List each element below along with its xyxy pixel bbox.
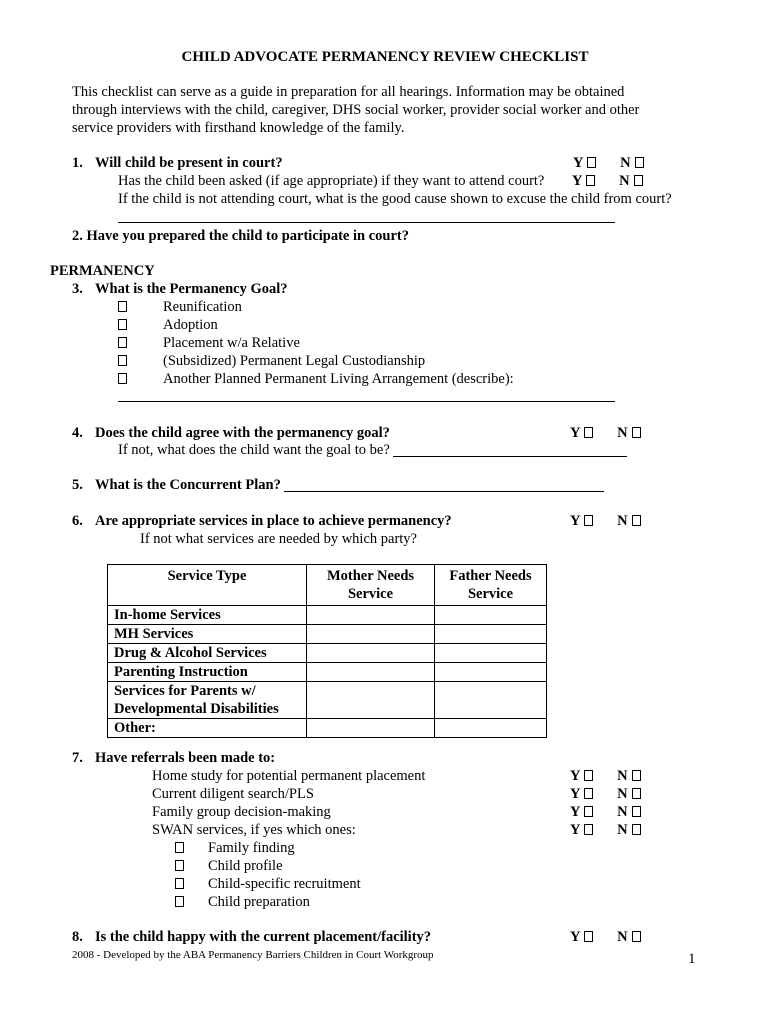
swan-option-child-preparation: Child preparation (208, 894, 310, 910)
father-cell[interactable] (435, 719, 547, 738)
q7-item2-no-label: N (617, 786, 628, 802)
mother-cell[interactable] (307, 663, 435, 682)
q4-no-label: N (617, 425, 628, 441)
q8-no-checkbox[interactable] (632, 931, 641, 942)
father-cell[interactable] (435, 625, 547, 644)
q7-item-family-group: Family group decision-making (152, 804, 331, 820)
goal-option-custodianship: (Subsidized) Permanent Legal Custodianship (163, 353, 426, 369)
goal-checkbox-custodianship[interactable] (118, 355, 127, 366)
q1-sub1-yes-checkbox[interactable] (586, 175, 595, 186)
section-permanency: PERMANENCY (50, 263, 155, 279)
father-cell[interactable] (435, 644, 547, 663)
goal-option-relative: Placement w/a Relative (163, 335, 300, 351)
q8-no-label: N (617, 929, 628, 945)
q1-sub1-yn (572, 172, 643, 190)
q6-sub: If not what services are needed by which party? (140, 531, 417, 547)
q1-number: 1. (72, 155, 83, 171)
q4-no-checkbox[interactable] (632, 427, 641, 438)
table-row (108, 644, 547, 663)
q4-text: Does the child agree with the permanency goal? (95, 425, 390, 441)
q4-yes-checkbox[interactable] (584, 427, 593, 438)
q7-item-home-study: Home study for potential permanent placement (152, 768, 426, 784)
q7-item1-yes-checkbox[interactable] (584, 770, 593, 781)
q1-answer-line[interactable] (118, 222, 615, 223)
table-row (108, 682, 547, 719)
q4-yn (570, 424, 641, 442)
q1-yn (573, 154, 644, 172)
q7-item4-yes-label: Y (570, 822, 581, 838)
service-label: Services for Parents w/ Developmental Disabilities (108, 682, 307, 719)
q7-text: Have referrals been made to: (95, 750, 276, 766)
q4-sub: If not, what does the child want the goal to be? (118, 441, 627, 459)
q8-number: 8. (72, 929, 83, 945)
q7-item1-no-checkbox[interactable] (632, 770, 641, 781)
q8-yes-checkbox[interactable] (584, 931, 593, 942)
q1-yes-label: Y (573, 155, 584, 171)
q5-answer-line[interactable] (284, 477, 604, 492)
q4-answer-line[interactable] (393, 442, 627, 457)
header-father-needs: Father Needs Service (435, 565, 547, 606)
footer-credit: 2008 - Developed by the ABA Permanency Barriers Children in Court Workgroup (72, 949, 434, 961)
q7-item2-yn (570, 785, 641, 803)
mother-cell[interactable] (307, 644, 435, 663)
q1-text: Will child be present in court? (95, 155, 283, 171)
goal-option-adoption: Adoption (163, 317, 218, 333)
q3-number: 3. (72, 281, 83, 297)
q1-sub2: If the child is not attending court, what is the good cause shown to excuse the child from court? (118, 191, 672, 207)
q7-item4-no-label: N (617, 822, 628, 838)
table-row (108, 719, 547, 738)
q6-text: Are appropriate services in place to achieve permanency? (95, 513, 452, 529)
mother-cell[interactable] (307, 625, 435, 644)
goal-checkbox-reunification[interactable] (118, 301, 127, 312)
mother-cell[interactable] (307, 719, 435, 738)
father-cell[interactable] (435, 682, 547, 719)
service-label: Parenting Instruction (108, 663, 307, 682)
swan-checkbox-recruitment[interactable] (175, 878, 184, 889)
table-row (108, 663, 547, 682)
intro-line-1: This checklist can serve as a guide in preparation for all hearings. Information may be obtained (72, 84, 625, 100)
q7-item3-no-checkbox[interactable] (632, 806, 641, 817)
q7-item3-yes-label: Y (570, 804, 581, 820)
service-label: Drug & Alcohol Services (108, 644, 307, 663)
q3-text: What is the Permanency Goal? (95, 281, 288, 297)
q4-number: 4. (72, 425, 83, 441)
table-row (108, 625, 547, 644)
q1-no-checkbox[interactable] (635, 157, 644, 168)
q5-text: What is the Concurrent Plan? (95, 477, 281, 493)
swan-checkbox-child-profile[interactable] (175, 860, 184, 871)
q5-number: 5. (72, 477, 83, 493)
q7-item3-no-label: N (617, 804, 628, 820)
q7-item1-yn (570, 767, 641, 785)
q7-item4-no-checkbox[interactable] (632, 824, 641, 835)
q7-item-swan: SWAN services, if yes which ones: (152, 822, 356, 838)
swan-option-family-finding: Family finding (208, 840, 295, 856)
q7-item2-yes-checkbox[interactable] (584, 788, 593, 799)
swan-option-child-profile: Child profile (208, 858, 283, 874)
q1-sub1-no-label: N (619, 173, 630, 189)
q7-number: 7. (72, 750, 83, 766)
goal-checkbox-appla[interactable] (118, 373, 127, 384)
services-table-header-row (108, 565, 547, 606)
q6-yes-label: Y (570, 513, 581, 529)
goal-checkbox-relative[interactable] (118, 337, 127, 348)
q6-no-checkbox[interactable] (632, 515, 641, 526)
q1-sub1-yes-label: Y (572, 173, 583, 189)
q6-yn (570, 512, 641, 530)
goal-option-reunification: Reunification (163, 299, 242, 315)
table-row (108, 606, 547, 625)
q6-number: 6. (72, 513, 83, 529)
mother-cell[interactable] (307, 682, 435, 719)
goal-checkbox-adoption[interactable] (118, 319, 127, 330)
q7-item1-no-label: N (617, 768, 628, 784)
services-table (107, 564, 547, 738)
page-number: 1 (688, 951, 696, 967)
intro-line-2: through interviews with the child, caregiver, DHS social worker, provider social worker and other (72, 102, 640, 118)
q6-no-label: N (617, 513, 628, 529)
service-label: Other: (108, 719, 307, 738)
q7-item4-yn (570, 821, 641, 839)
q7-item-diligent-search: Current diligent search/PLS (152, 786, 314, 802)
q3-describe-line[interactable] (118, 401, 615, 402)
q6-yes-checkbox[interactable] (584, 515, 593, 526)
q7-item3-yn (570, 803, 641, 821)
q1-yes-checkbox[interactable] (587, 157, 596, 168)
father-cell[interactable] (435, 663, 547, 682)
page-title: CHILD ADVOCATE PERMANENCY REVIEW CHECKLIST (181, 49, 589, 65)
q1-sub1: Has the child been asked (if age appropriate) if they want to attend court? (118, 173, 545, 189)
q4-yes-label: Y (570, 425, 581, 441)
mother-cell[interactable] (307, 606, 435, 625)
q8-yes-label: Y (570, 929, 581, 945)
q7-item2-no-checkbox[interactable] (632, 788, 641, 799)
swan-checkbox-family-finding[interactable] (175, 842, 184, 853)
father-cell[interactable] (435, 606, 547, 625)
q8-yn (570, 928, 641, 946)
q7-item2-yes-label: Y (570, 786, 581, 802)
q5-line (95, 476, 604, 494)
q1-sub1-no-checkbox[interactable] (634, 175, 643, 186)
q7-item1-yes-label: Y (570, 768, 581, 784)
q7-item3-yes-checkbox[interactable] (584, 806, 593, 817)
swan-checkbox-child-preparation[interactable] (175, 896, 184, 907)
intro-line-3: service providers with firsthand knowledge of the family. (72, 120, 405, 136)
q8-text: Is the child happy with the current placement/facility? (95, 929, 432, 945)
swan-option-recruitment: Child-specific recruitment (208, 876, 361, 892)
q7-item4-yes-checkbox[interactable] (584, 824, 593, 835)
goal-option-appla: Another Planned Permanent Living Arrangement (describe): (163, 371, 514, 387)
header-mother-needs: Mother Needs Service (307, 565, 435, 606)
service-label: MH Services (108, 625, 307, 644)
service-label: In-home Services (108, 606, 307, 625)
header-service-type: Service Type (108, 565, 307, 606)
q2-text: 2. Have you prepared the child to participate in court? (72, 228, 409, 244)
q1-no-label: N (620, 155, 631, 171)
